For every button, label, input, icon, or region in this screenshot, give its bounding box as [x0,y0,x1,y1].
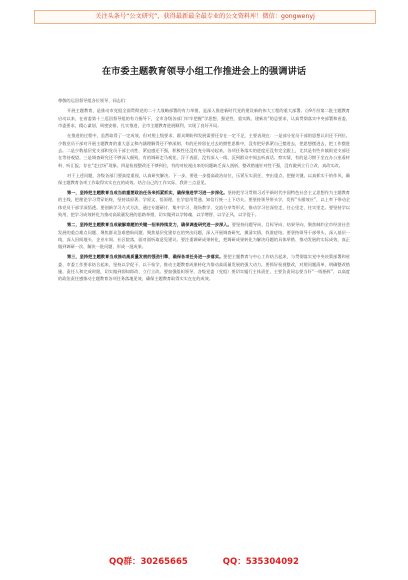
paragraph: 在推进的过程中，虽然取得了一定成效，但对照上级要求、群众期盼和发展需要还存在一定不足，主要表现在：一是部分党员干部的思想认识还不到位。少数党员干部对开展主题教育的重大意义和内涵理解得还不够深刻，有的还停留在过去的惯性思维中，没有把好抓紧自己摆进去，把思想摆进去，把工作摆进去。二是少数基层党支部和党员干部主动性、紧迫感还不强，积极性还没有充分调动起来，各项任务落实的进度还没有完全跟上，尤其是有些乡镇街党支部还在等待观望。三是调查研究还不够深入细致，有的调研走马观花、浮于表面，没有深入一线、沉到群众中间去听真话、察实情，有的是习惯于坐在办公室看材料、听汇报，存在“走过场”现象。四是检视整改还不够到位，有的对检视出来的问题缺乏深入剖析，整改措施针对性不强，没有做到立行立改、真改实改。 [58,133,350,168]
section-heading: 第一，坚持把主题教育当成当前重要政治任务来抓紧抓实，确保推进学习进一步深化。 [67,189,228,195]
paragraph: 开展主题教育，是推动市党组全面贯彻党的二十大战略部署的有力举措，是深入推进新时代党的建设新的伟大工程的重大部署。自9月份第二批主题教育启动以来，在省委第十三巡回督导组的有力指导下，全市各级各部门牢牢把握“学思想、强党性、重实践、建新功”的总要求，认真贯彻落实中央部署和省委、市委要求，精心谋划，周密安排，扎实推进，全市主题教育进展顺利，实现了良好开局。 [58,108,350,129]
greeting: 尊敬的运回督导组各位领导、同志们： [58,98,130,103]
section-heading: 第二，坚持把主题教育当成破解难题的关键一招来持续发力，确保调查研究进一步深入。 [67,222,232,228]
document-title: 在市委主题教育领导小组工作推进会上的强调讲话 [101,66,307,77]
paragraph-section-2: 第二，坚持把主题教育当成破解难题的关键一招来持续发力，确保调查研究进一步深入。要坚持问题导向、目标导向、结果导向，聚焦制约全市经济社会发展的重点难点问题、聚焦群众急难愁盼问题、聚焦基层党建存在的突出问题，深入开展调查研究，摸清实情，找准症结。要坚持领导干部带头，深入基层一线，深入田间地头、企业车间、社区院落，面对面听取意见建议。要注重调研成果转化，把调研成果转化为解决问题的具体举措、推动发展的实际成效，真正做到调研一次、解决一批问题、形成一批成果。 [58,222,350,250]
document-body [58,97,350,285]
paragraph-section-1: 第一，坚持把主题教育当成当前重要政治任务来抓紧抓实，确保推进学习进一步深化。坚持把学习贯彻习近平新时代中国特色社会主义思想作为主题教育的主线，把理论学习贯穿始终，坚持读原著、学原文、悟原理，在学思用贯通、知信行统一上下功夫。要坚持领导带头学，发挥“头雁效应”，以上率下带动全体党员干部学深悟透。要创新学习方式方法，通过专题研讨、集中学习、现场教学、交流分享等形式，推动学习往深里走、往心里走、往实里走。要坚持学以致用，把学习成效转化为推动高质量发展的思路举措，切实做到以学铸魂、以学增智、以学正风、以学促干。 [58,189,350,218]
contact-footer [0,553,408,571]
qq-text: QQ：535304092 [222,557,299,567]
paragraph-section-3: 第三，坚持把主题教育当成推动高质量发展的强劲引擎，确保各项任务进一步落实。要把主题教育与中心工作结合起来，与贯彻落实党中央决策部署和省委、市委工作要求结合起来，坚持以学促干、以干检学，推动主题教育成果转化为推动高质量发展的强大动力。要抓好检视整改，对照问题清单，明确整改措施、责任人和完成时限，切实做到即知即改、立行立改。要加强组织领导，各级党委（党组）要切实履行主体责任，主要负责同志要当好“一线指挥”，以高度的政治责任感推动主题教育各项任务落地见效，确保主题教育取得实实在在的成效。 [58,254,350,282]
qq-group-text: QQ群：30265665 [109,557,188,567]
section-heading: 第三，坚持把主题教育当成推动高质量发展的强劲引擎，确保各项任务进一步落实。 [67,254,224,260]
promo-banner-text: 关注头条号“公文研究”，获得最新最全最专业的公文资料库！微信：gongwenyj [95,13,315,20]
promo-banner[interactable] [34,10,376,24]
paragraph: 对于上述问题，各级各部门要高度重视，认真研究解决。下一步，要进一步提高政治站位，压紧压实责任，突出重点，把握关键，以真抓实干的作风，确保主题教育各项工作取得实实在在的成效。结合自己的工作实际，我讲三点意见。 [58,172,350,186]
